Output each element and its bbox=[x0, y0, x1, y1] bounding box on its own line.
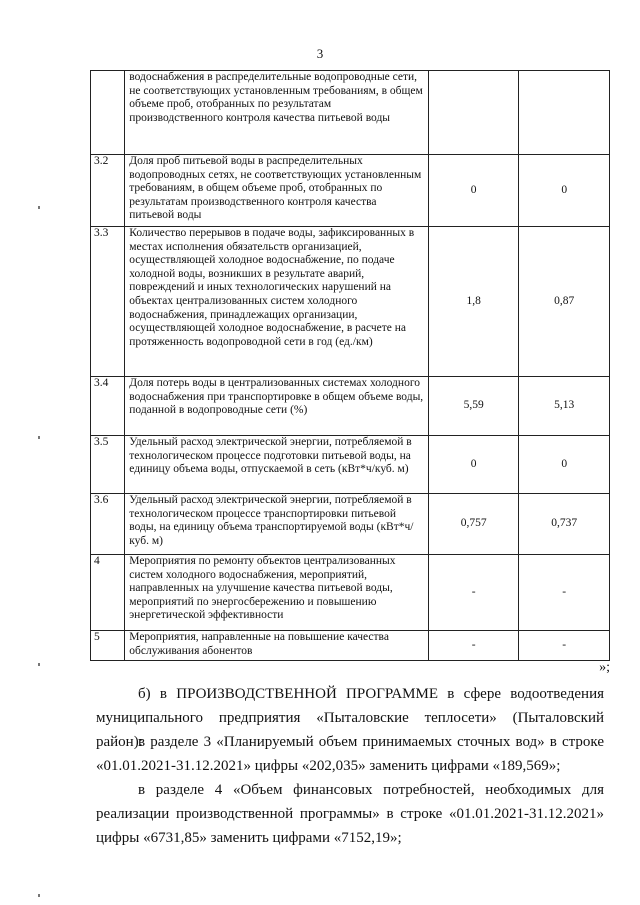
indicators-table bbox=[90, 70, 610, 661]
row-description: Мероприятия по ремонту объектов централизованных систем холодного водоснабжения, мероприятий, направленных на улучшение качества питьевой воды, мероприятий по энергосбережению и повышению энергетической эффективности bbox=[125, 555, 429, 631]
row-value-1: 1,8 bbox=[428, 227, 519, 377]
row-description: Удельный расход электрической энергии, потребляемой в технологическом процессе транспортировки питьевой воды, на единицу объема транспортируемой воды (кВт*ч/куб. м) bbox=[125, 494, 429, 555]
row-number: 3.6 bbox=[91, 494, 125, 555]
table-row bbox=[91, 227, 610, 377]
scan-edge-mark bbox=[38, 894, 40, 897]
row-number: 3.4 bbox=[91, 377, 125, 436]
scan-edge-mark bbox=[38, 206, 40, 209]
closing-quote: »; bbox=[599, 660, 610, 675]
paragraph-section-4: в разделе 4 «Объем финансовых потребностей, необходимых для реализации производственной программы» в строке «01.01.2021-31.12.2021» цифры «6731,85» заменить цифрами «7152,19»; bbox=[96, 782, 604, 846]
row-value-2: 0 bbox=[519, 155, 610, 227]
row-value-1: - bbox=[428, 631, 519, 661]
paragraph-section-3: в разделе 3 «Планируемый объем принимаемых сточных вод» в строке «01.01.2021-31.12.2021» цифры «202,035» заменить цифрами «189,569»; bbox=[96, 734, 604, 774]
row-description: Мероприятия, направленные на повышение качества обслуживания абонентов bbox=[125, 631, 429, 661]
paragraph-b: б) в ПРОИЗВОДСТВЕННОЙ ПРОГРАММЕ в сфере водоотведения муниципального предприятия «Пыталовские теплосети» (Пыталовский район): bbox=[96, 686, 604, 750]
row-number: 3.5 bbox=[91, 436, 125, 494]
row-value-1: 5,59 bbox=[428, 377, 519, 436]
row-value-1 bbox=[428, 71, 519, 155]
row-description: Количество перерывов в подаче воды, зафиксированных в местах исполнения обязательств организацией, осуществляющей холодное водоснабжение, по подаче холодной воды, возникших в результате аварий, повреждений и иных технологических нарушений на объектах централизованных систем холодного водоснабжения, принадлежащих организации, осуществляющей холодное водоснабжение, в расчете на протяженность водопроводной сети в год (ед./км) bbox=[125, 227, 429, 377]
row-value-2: 0 bbox=[519, 436, 610, 494]
table-row bbox=[91, 155, 610, 227]
row-value-2: - bbox=[519, 555, 610, 631]
row-number bbox=[91, 71, 125, 155]
table-row bbox=[91, 494, 610, 555]
row-number: 4 bbox=[91, 555, 125, 631]
row-value-2: 0,737 bbox=[519, 494, 610, 555]
row-value-2: - bbox=[519, 631, 610, 661]
row-value-2 bbox=[519, 71, 610, 155]
row-number: 3.2 bbox=[91, 155, 125, 227]
table-row bbox=[91, 436, 610, 494]
scan-edge-mark bbox=[38, 436, 40, 439]
row-value-2: 5,13 bbox=[519, 377, 610, 436]
row-value-1: 0 bbox=[428, 155, 519, 227]
page-number: 3 bbox=[316, 46, 324, 61]
row-value-1: - bbox=[428, 555, 519, 631]
table-row bbox=[91, 631, 610, 661]
row-description: Доля потерь воды в централизованных системах холодного водоснабжения при транспортировке в общем объеме воды, поданной в водопроводные сети (%) bbox=[125, 377, 429, 436]
row-value-1: 0 bbox=[428, 436, 519, 494]
row-description: Доля проб питьевой воды в распределительных водопроводных сетях, не соответствующих установленным требованиям, в общем объеме проб, отобранных по результатам производственного контроля качества питьевой воды bbox=[125, 155, 429, 227]
row-number: 3.3 bbox=[91, 227, 125, 377]
row-value-2: 0,87 bbox=[519, 227, 610, 377]
row-description: Удельный расход электрической энергии, потребляемой в технологическом процессе подготовки питьевой воды, на единицу объема воды, отпускаемой в сеть (кВт*ч/куб. м) bbox=[125, 436, 429, 494]
scan-edge-mark bbox=[38, 663, 40, 666]
table-row bbox=[91, 71, 610, 155]
row-value-1: 0,757 bbox=[428, 494, 519, 555]
row-number: 5 bbox=[91, 631, 125, 661]
row-description: водоснабжения в распределительные водопроводные сети, не соответствующих установленным требованиям, в общем объеме проб, отобранных по результатам производственного контроля качества питьевой воды bbox=[125, 71, 429, 155]
table-row bbox=[91, 555, 610, 631]
table-row bbox=[91, 377, 610, 436]
